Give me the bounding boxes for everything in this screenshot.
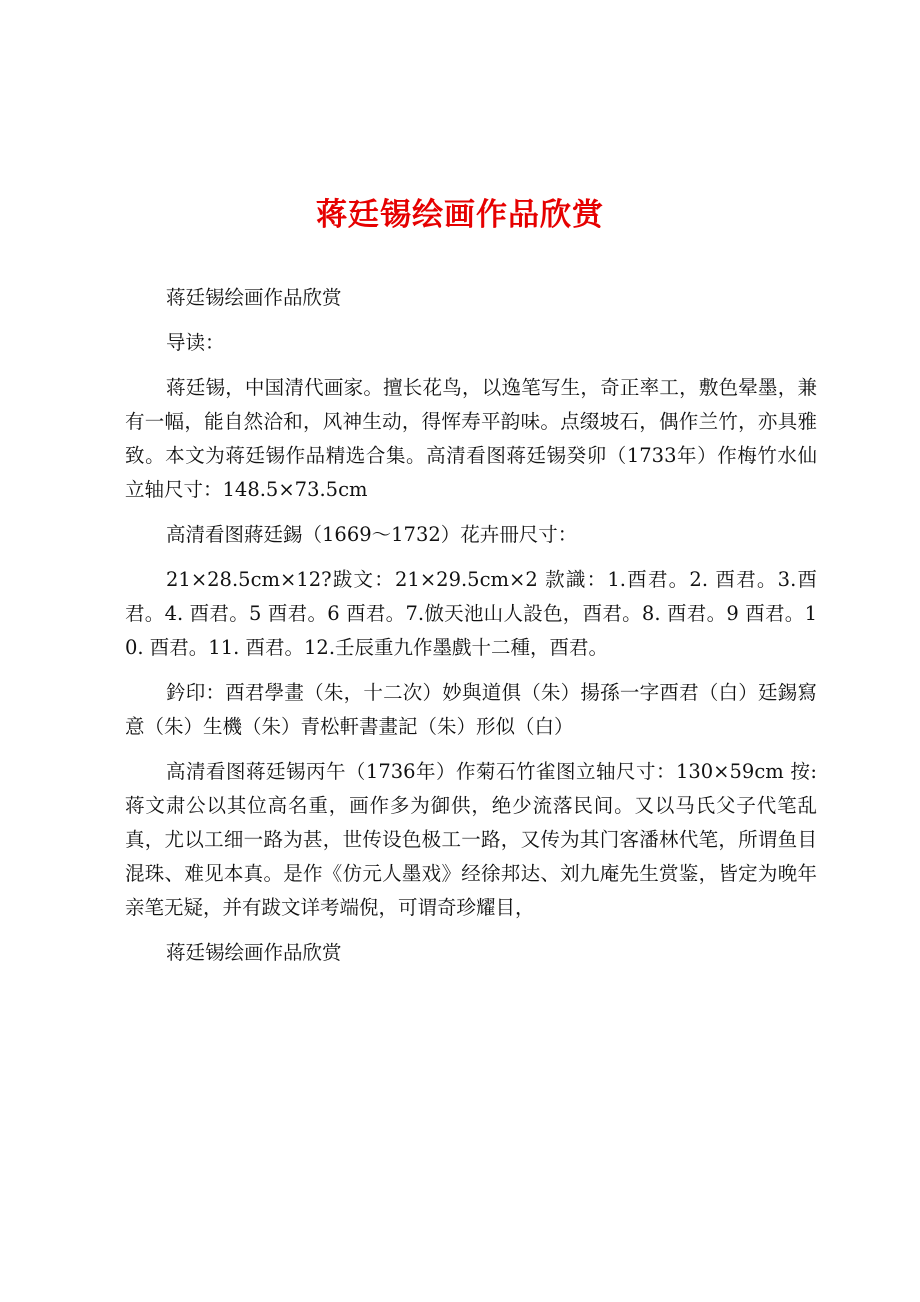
paragraph-album-inscriptions: 21×28.5cm×12?跋文：21×29.5cm×2 款識：1.酉君。2. 酉君。3.酉君。4. 酉君。5 酉君。6 酉君。7.倣天池山人設色，酉君。8. 酉君。9 酉君。10. 酉君。11. 酉君。12.壬辰重九作墨戲十二種，酉君。 xyxy=(125,568,817,659)
paragraph-introduction: 蒋廷锡，中国清代画家。擅长花鸟，以逸笔写生，奇正率工，敷色晕墨，兼有一幅，能自然洽和，风神生动，得恽寿平韵味。点缀坡石，偶作兰竹，亦具雅致。本文为蒋廷锡作品精选合集。高清看图蒋廷锡癸卯（1733年）作梅竹水仙立轴尺寸：148.5×73.5cm xyxy=(125,376,817,501)
document-body xyxy=(125,281,817,981)
paragraph-album-title: 高清看图蔣廷錫（1669～1732）花卉冊尺寸： xyxy=(166,523,578,546)
document-title: 蒋廷锡绘画作品欣赏 xyxy=(316,197,604,233)
paragraph-chrysanthemum-scroll: 高清看图蒋廷锡丙午（1736年）作菊石竹雀图立轴尺寸：130×59cm 按: 蒋文肃公以其位高名重，画作多为御供，绝少流落民间。又以马氏父子代笔乱真，尤以工细一路为甚，世传设色极工一路，又传为其门客潘林代笔，所谓鱼目混珠、难见本真。是作《仿元人墨戏》经徐邦达、刘九庵先生赏鉴，皆定为晚年亲笔无疑，并有跋文详考端倪，可谓奇珍耀目， xyxy=(125,760,817,919)
paragraph-seals: 鈐印：酉君學畫（朱，十二次）妙與道俱（朱）揚孫一字酉君（白）廷錫寫意（朱）生機（朱）青松軒書畫記（朱）形似（白） xyxy=(125,681,817,738)
paragraph-subtitle: 蒋廷锡绘画作品欣赏 xyxy=(166,286,342,309)
paragraph-closing-title: 蒋廷锡绘画作品欣赏 xyxy=(166,941,342,964)
paragraph-intro-label: 导读： xyxy=(166,331,225,354)
